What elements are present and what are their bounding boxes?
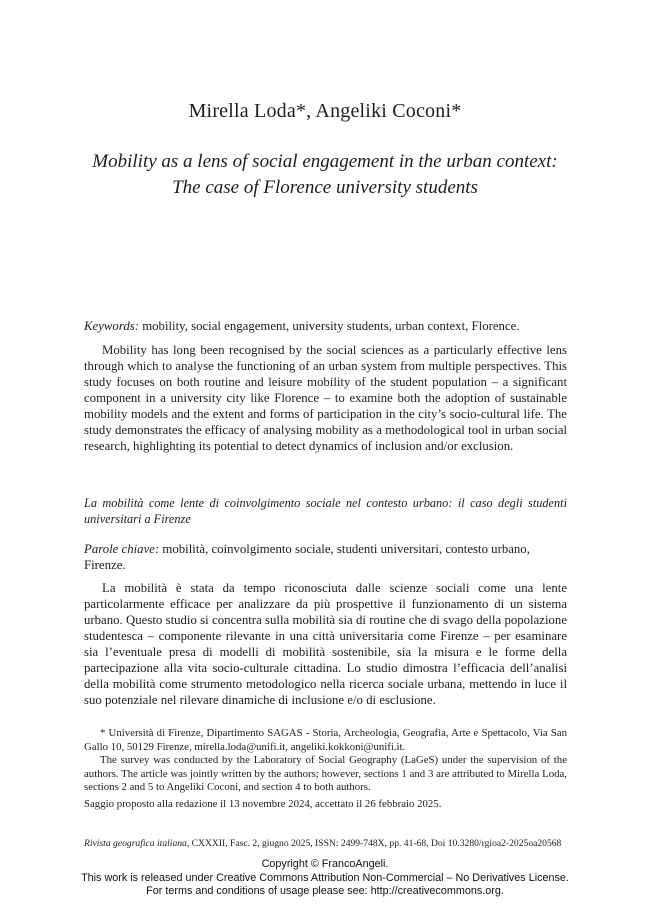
keywords-text: mobility, social engagement, university students, urban context, Florence. — [142, 319, 520, 333]
italian-keywords — [84, 541, 567, 573]
article-title — [40, 149, 610, 201]
english-keywords — [84, 318, 567, 334]
parole-chiave-label: Parole chiave: — [84, 542, 160, 556]
article-title-line-2: The case of Florence university students — [172, 177, 478, 198]
journal-citation — [84, 838, 584, 850]
submission-dates: Saggio proposto alla redazione il 13 novembre 2024, accettato il 26 febbraio 2025. — [84, 797, 442, 810]
italian-title: La mobilità come lente di coinvolgimento sociale nel contesto urbano: il caso degli studenti universitari a Firenze — [84, 496, 567, 526]
parole-chiave-text: mobilità, coinvolgimento sociale, studenti universitari, contesto urbano, Firenze. — [84, 542, 530, 572]
italian-abstract-block — [84, 580, 567, 708]
english-abstract-block — [84, 342, 567, 454]
footnotes — [84, 727, 567, 812]
copyright-line: Copyright © FrancoAngeli. — [261, 858, 389, 870]
license-notice — [0, 858, 650, 899]
citation-details: , CXXXII, Fasc. 2, giugno 2025, ISSN: 2499-748X, pp. 41-68, Doi 10.3280/rgioa2-2025oa20568 — [186, 838, 562, 849]
english-abstract: Mobility has long been recognised by the social sciences as a particularly effective lens through which to analyse the functioning of an urban system from multiple perspectives. This study focuses on both routine and leisure mobility of the student population – a significant component in a university city like Florence – to examine both the adoption of sustainable mobility models and the extent and forms of participation in the city’s socio-cultural life. The study demonstrates the efficacy of analysing mobility as a methodological tool in urban social research, highlighting its potential to detect dynamics of inclusion and/or exclusion. — [84, 343, 567, 453]
survey-footnote: The survey was conducted by the Laboratory of Social Geography (LaGeS) under the supervision of the authors. The article was jointly written by the authors; however, sections 1 and 3 are attributed to Mirella Loda, sections 2 and 5 to Angeliki Coconi, and section 4 to both authors. — [84, 754, 567, 794]
author-names: Mirella Loda*, Angeliki Coconi* — [188, 100, 462, 122]
italian-abstract: La mobilità è stata da tempo riconosciuta dalle scienze sociali come una lente particolarmente efficace per analizzare da più prospettive il funzionamento di un sistema urbano. Questo studio si concentra sulla mobilità sia di routine che di svago della popolazione studentesca – componente rilevante in una città universitaria come Firenze – per esaminare sia l’eventuale presa di modelli di mobilità sostenibile, sia la misura e le forme della partecipazione alla vita socio-culturale cittadina. Lo studio dimostra l’efficacia dell’analisi della mobilità come strumento metodologico nella ricerca sociale urbana, mettendo in luce il suo potenziale nel rilevare dinamiche di inclusione e/o di esclusione. — [84, 581, 567, 707]
license-line: This work is released under Creative Commons Attribution Non-Commercial – No Derivatives License. — [81, 871, 569, 884]
keywords-label: Keywords: — [84, 319, 139, 333]
terms-line: For terms and conditions of usage please see: http://creativecommons.org. — [146, 885, 504, 897]
journal-name: Rivista geografica italiana — [84, 838, 187, 849]
affiliation-footnote: * Università di Firenze, Dipartimento SAGAS - Storia, Archeologia, Geografia, Arte e Spettacolo, Via San Gallo 10, 50129 Firenze, mirella.loda@unifi.it, angeliki.kokkoni@unifi.it. — [84, 727, 567, 753]
article-title-line-1: Mobility as a lens of social engagement in the urban context: — [92, 151, 558, 172]
